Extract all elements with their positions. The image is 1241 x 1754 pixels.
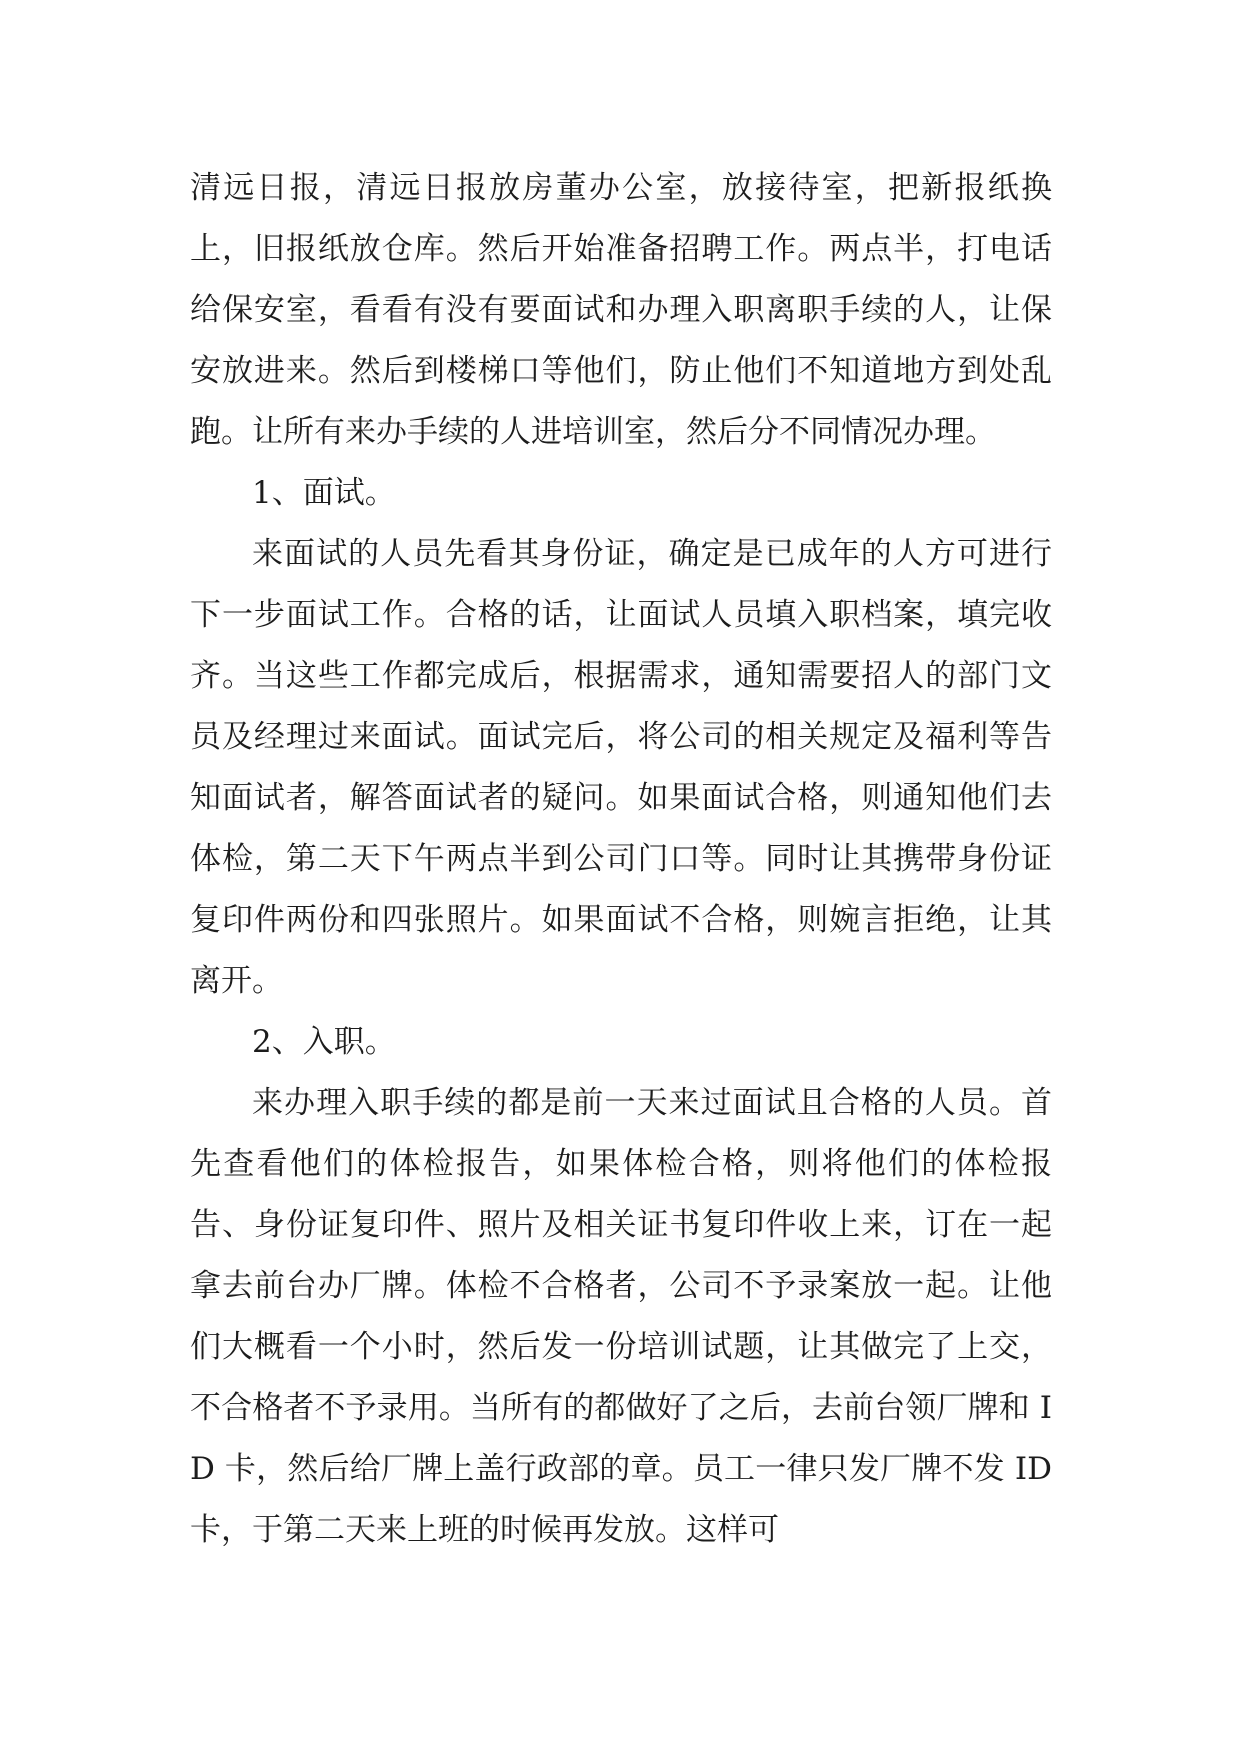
section-heading-interview: 1、面试。 bbox=[252, 475, 396, 511]
document-page bbox=[190, 158, 1052, 1561]
paragraph-intro: 清远日报，清远日报放房董办公室，放接待室，把新报纸换上，旧报纸放仓库。然后开始准备招聘工作。两点半，打电话给保安室，看看有没有要面试和办理入职离职手续的人，让保安放进来。然后到楼梯口等他们，防止他们不知道地方到处乱跑。让所有来办手续的人进培训室，然后分不同情况办理。 bbox=[190, 170, 1052, 450]
paragraph-interview: 来面试的人员先看其身份证，确定是已成年的人方可进行下一步面试工作。合格的话，让面试人员填入职档案，填完收齐。当这些工作都完成后，根据需求，通知需要招人的部门文员及经理过来面试。面试完后，将公司的相关规定及福利等告知面试者，解答面试者的疑问。如果面试合格，则通知他们去体检，第二天下午两点半到公司门口等。同时让其携带身份证复印件两份和四张照片。如果面试不合格，则婉言拒绝，让其离开。 bbox=[190, 536, 1052, 999]
paragraph-onboarding: 来办理入职手续的都是前一天来过面试且合格的人员。首先查看他们的体检报告，如果体检合格，则将他们的体检报告、身份证复印件、照片及相关证书复印件收上来，订在一起拿去前台办厂牌。体检不合格者，公司不予录案放一起。让他们大概看一个小时，然后发一份培训试题，让其做完了上交，不合格者不予录用。当所有的都做好了之后，去前台领厂牌和 ID 卡，然后给厂牌上盖行政部的章。员工一律只发厂牌不发 ID 卡，于第二天来上班的时候再发放。这样可 bbox=[190, 1085, 1052, 1548]
section-heading-onboarding: 2、入职。 bbox=[252, 1024, 396, 1060]
